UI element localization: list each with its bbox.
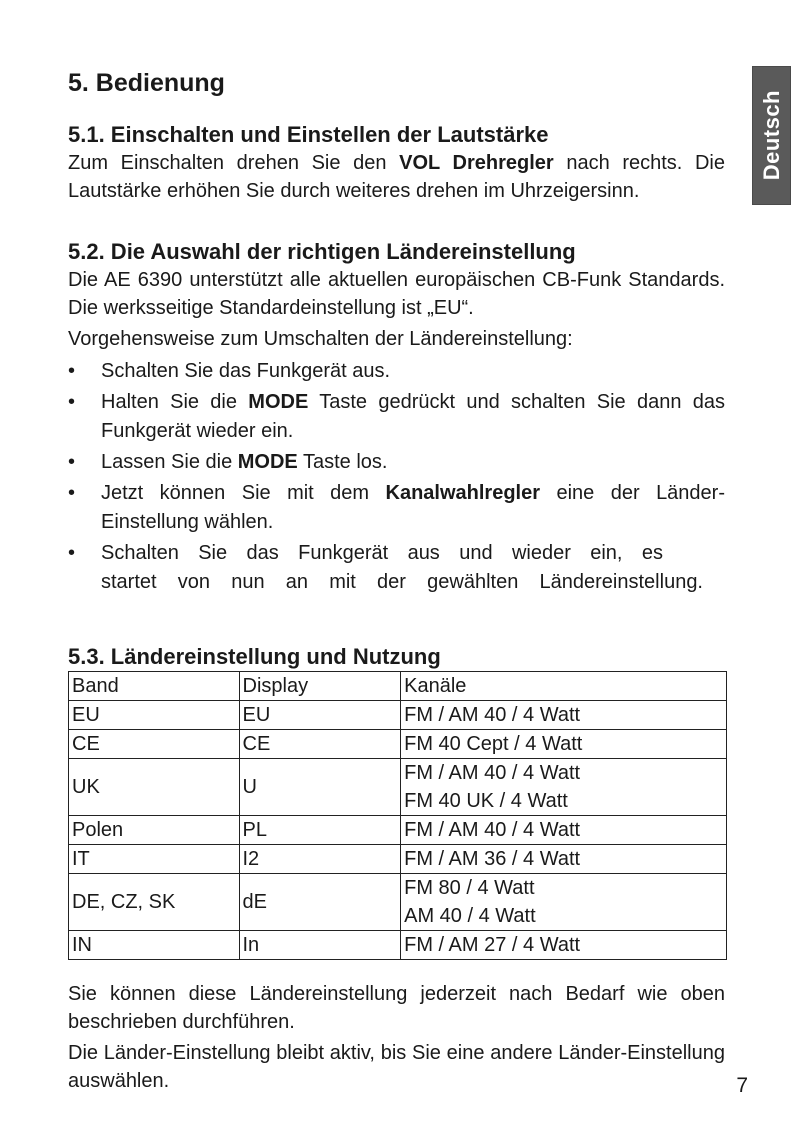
section-5-3	[68, 643, 727, 960]
band-cell: DE, CZ, SK	[69, 874, 240, 931]
column-header: Display	[239, 672, 401, 701]
list-item	[68, 448, 725, 477]
table-header-row	[69, 672, 727, 701]
channel-line: FM / AM 27 / 4 Watt	[404, 934, 581, 956]
channel-line: AM 40 / 4 Watt	[404, 905, 536, 927]
channels-cell	[401, 759, 727, 816]
bullet-icon: •	[68, 451, 76, 473]
vol-control-term: VOL Drehregler	[399, 152, 554, 174]
channel-line: FM 40 Cept / 4 Watt	[404, 733, 583, 755]
display-cell: In	[239, 931, 401, 960]
display-cell: dE	[239, 874, 401, 931]
band-cell: IN	[69, 931, 240, 960]
section-5-1	[68, 121, 725, 205]
band-cell: EU	[69, 701, 240, 730]
page-heading: 5. Bedienung	[68, 69, 225, 97]
list-item-text: Halten Sie die	[101, 391, 249, 413]
band-cell: IT	[69, 845, 240, 874]
section-5-2-intro: Die AE 6390 unterstützt alle aktuellen europäischen CB-Funk Standards. Die werksseitige Standardeinstellung ist „EU“.	[68, 269, 725, 319]
country-settings-table	[68, 671, 727, 960]
table-row	[69, 816, 727, 845]
display-cell: CE	[239, 730, 401, 759]
band-cell: CE	[69, 730, 240, 759]
list-item-text: Taste gedrückt und schalten Sie dann das Funkgerät wieder ein.	[101, 391, 726, 442]
bullet-icon: •	[68, 482, 76, 504]
closing-note-1: Sie können diese Ländereinstellung jederzeit nach Bedarf wie oben beschrieben durchführen.	[68, 983, 725, 1033]
list-item	[68, 388, 725, 446]
list-item-text: eine der Länder-Einstellung wählen.	[101, 482, 725, 533]
list-item-text: Lassen Sie die	[101, 451, 238, 473]
band-cell: Polen	[69, 816, 240, 845]
band-cell: UK	[69, 759, 240, 816]
text-segment: nach rechts. Die Lautstärke erhöhen Sie durch weiteres drehen im Uhrzeigersinn.	[68, 152, 725, 202]
list-item-text: startet von nun an mit der gewählten Ländereinstellung.	[101, 571, 703, 593]
table-row	[69, 759, 727, 816]
column-header: Band	[69, 672, 240, 701]
channels-cell	[401, 931, 727, 960]
list-item-text: Schalten Sie das Funkgerät aus und wieder ein, es	[101, 542, 663, 564]
mode-key-term: MODE	[237, 451, 298, 473]
section-5-3-title: 5.3. Ländereinstellung und Nutzung	[68, 644, 441, 669]
display-cell: U	[239, 759, 401, 816]
list-item-text: Taste los.	[297, 451, 388, 473]
section-5-1-text	[68, 149, 725, 205]
channels-cell	[401, 816, 727, 845]
mode-key-term: MODE	[248, 391, 309, 413]
section-5-2-procedure: Vorgehensweise zum Umschalten der Ländereinstellung:	[68, 328, 573, 350]
closing-notes	[68, 980, 725, 1095]
list-item	[68, 357, 725, 386]
procedure-list	[68, 357, 725, 597]
column-header: Kanäle	[401, 672, 727, 701]
table-row	[69, 730, 727, 759]
bullet-icon: •	[68, 360, 76, 382]
list-item	[68, 539, 725, 597]
section-5-1-title: 5.1. Einschalten und Einstellen der Lautstärke	[68, 122, 549, 147]
language-tab	[752, 66, 791, 205]
bullet-icon: •	[68, 391, 76, 413]
table-row	[69, 845, 727, 874]
channel-line: FM / AM 40 / 4 Watt	[404, 704, 581, 726]
channel-selector-term: Kanalwahlregler	[385, 482, 541, 504]
section-5-2	[68, 238, 725, 599]
table-row	[69, 931, 727, 960]
channels-cell	[401, 874, 727, 931]
channels-cell	[401, 730, 727, 759]
bullet-icon: •	[68, 542, 76, 564]
display-cell: PL	[239, 816, 401, 845]
text-segment: Zum Einschalten drehen Sie den	[68, 152, 400, 174]
table-row	[69, 874, 727, 931]
language-tab-label: Deutsch	[758, 90, 784, 181]
list-item-text: Schalten Sie das Funkgerät aus.	[101, 360, 391, 382]
display-cell: I2	[239, 845, 401, 874]
channel-line: FM / AM 40 / 4 Watt	[404, 762, 581, 784]
table-row	[69, 701, 727, 730]
channel-line: FM 80 / 4 Watt	[404, 877, 535, 899]
channels-cell	[401, 845, 727, 874]
channel-line: FM / AM 36 / 4 Watt	[404, 848, 581, 870]
channel-line: FM 40 UK / 4 Watt	[404, 790, 568, 812]
section-5-2-title: 5.2. Die Auswahl der richtigen Ländereinstellung	[68, 239, 576, 264]
list-item-text: Jetzt können Sie mit dem	[101, 482, 386, 504]
display-cell: EU	[239, 701, 401, 730]
list-item	[68, 479, 725, 537]
channels-cell	[401, 701, 727, 730]
channel-line: FM / AM 40 / 4 Watt	[404, 819, 581, 841]
closing-note-2: Die Länder-Einstellung bleibt aktiv, bis Sie eine andere Länder-Einstellung auswählen.	[68, 1042, 725, 1092]
page-number: 7	[736, 1074, 748, 1097]
